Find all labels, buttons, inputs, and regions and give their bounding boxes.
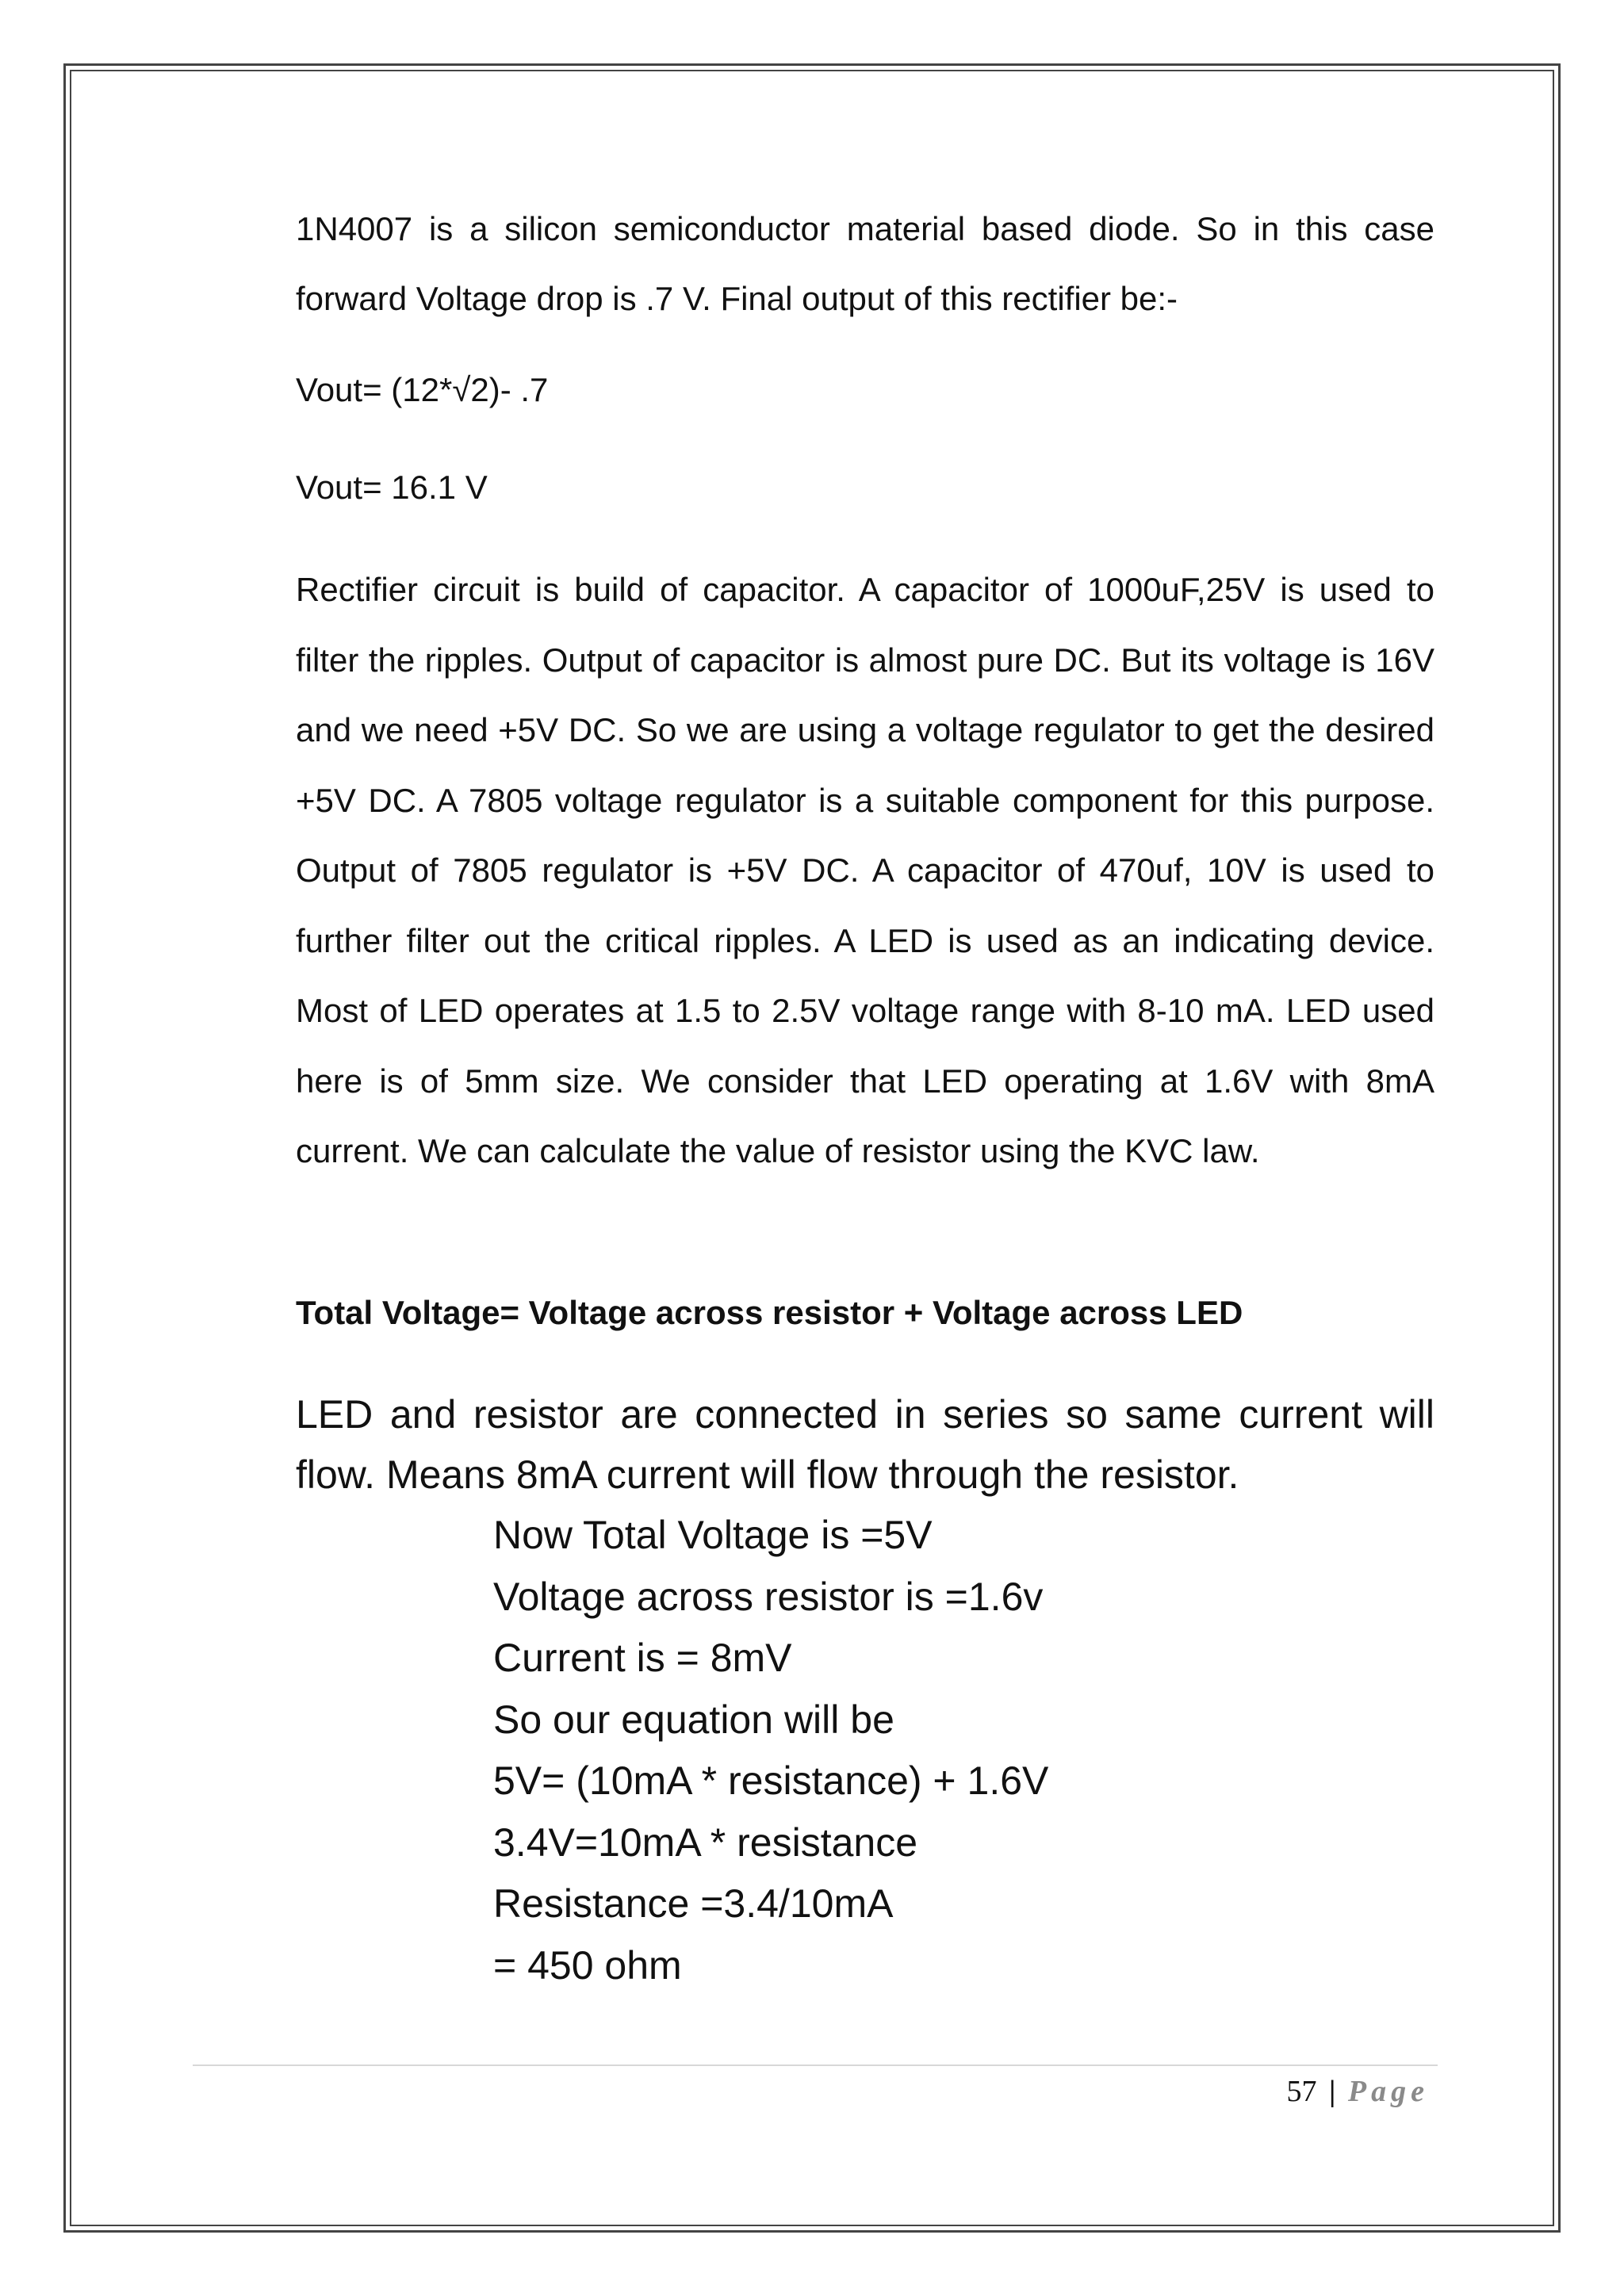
calc-line: = 450 ohm	[493, 1942, 682, 1988]
page-footer	[1287, 2068, 1429, 2115]
calculation-block	[493, 1505, 1048, 1996]
calc-line: 5V= (10mA * resistance) + 1.6V	[493, 1758, 1049, 1803]
calc-line: Current is = 8mV	[493, 1636, 792, 1680]
calc-line: Voltage across resistor is =1.6v	[493, 1574, 1044, 1619]
calc-line: Now Total Voltage is =5V	[493, 1513, 933, 1557]
vout-formula: Vout= (12*√2)- .7	[296, 371, 549, 408]
total-voltage-heading: Total Voltage= Voltage across resistor + Voltage across LED	[296, 1294, 1243, 1331]
page-number: 57	[1286, 2075, 1317, 2108]
rectifier-paragraph: Rectifier circuit is build of capacitor. A capacitor of 1000uF,25V is used to filter the ripples. Output of capacitor is almost pure DC. But its voltage is 16V and we need +5V DC. So we are using a voltage regulator to get the desired +5V DC. A 7805 voltage regulator is a suitable component for this purpose. Output of 7805 regulator is +5V DC. A capacitor of 470uf, 10V is used to further filter out the critical ripples. A LED is used as an indicating device. Most of LED operates at 1.5 to 2.5V voltage range with 8-10 mA. LED used here is of 5mm size. We consider that LED operating at 1.6V with 8mA current. We can calculate the value of resistor using the KVC law.	[296, 571, 1434, 1169]
footer-divider	[193, 2064, 1438, 2066]
vout-value: Vout= 16.1 V	[296, 469, 488, 506]
page-label: Page	[1347, 2075, 1429, 2108]
footer-separator: |	[1329, 2075, 1336, 2108]
calc-line: So our equation will be	[493, 1697, 894, 1742]
series-paragraph: LED and resistor are connected in series so same current will flow. Means 8mA current will flow through the resistor.	[296, 1392, 1434, 1497]
intro-paragraph: 1N4007 is a silicon semiconductor material based diode. So in this case forward Voltage drop is .7 V. Final output of this rectifier be:-	[296, 210, 1434, 317]
calc-line: 3.4V=10mA * resistance	[493, 1820, 918, 1865]
calc-line: Resistance =3.4/10mA	[493, 1881, 894, 1926]
